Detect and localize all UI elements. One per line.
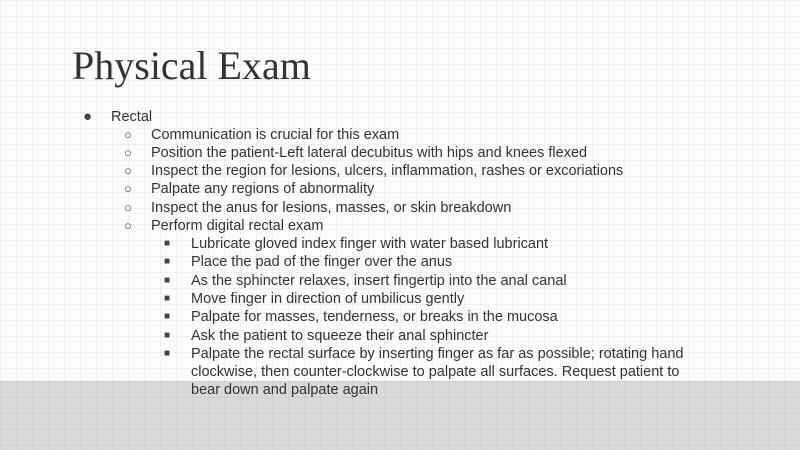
list-item: Perform digital rectal exam: [151, 218, 324, 234]
sub-list-item: Palpate for masses, tenderness, or breaks in the mucosa: [191, 309, 558, 325]
sub-list-item: As the sphincter relaxes, insert fingertip into the anal canal: [191, 273, 567, 289]
list-item: Communication is crucial for this exam: [151, 127, 400, 143]
sub-list-item: Place the pad of the finger over the anus: [191, 254, 453, 270]
bullet-square-icon: ■: [164, 348, 171, 359]
bullet-hollow-icon: ○: [124, 127, 132, 142]
bullet-square-icon: ■: [164, 330, 171, 341]
bullet-hollow-icon: ○: [124, 163, 132, 178]
bullet-square-icon: ■: [164, 238, 171, 249]
list-item: Position the patient-Left lateral decubitus with hips and knees flexed: [151, 145, 588, 161]
bullet-square-icon: ■: [164, 275, 171, 286]
bullet-hollow-icon: ○: [124, 200, 132, 215]
bullet-square-icon: ■: [164, 256, 171, 267]
bullet-hollow-icon: ○: [124, 181, 132, 196]
bullet-square-icon: ■: [164, 311, 171, 322]
bullet-square-icon: ■: [164, 293, 171, 304]
list-item: Inspect the anus for lesions, masses, or skin breakdown: [151, 200, 512, 216]
list-item: Inspect the region for lesions, ulcers, inflammation, rashes or excoriations: [151, 163, 624, 179]
sub-list-item: Move finger in direction of umbilicus gently: [191, 291, 465, 307]
sub-list-item: Lubricate gloved index finger with water based lubricant: [191, 236, 549, 252]
bullet-filled-icon: ●: [83, 108, 93, 125]
sub-list-item: Palpate the rectal surface by inserting finger as far as possible; rotating hand clockwise, then counter-clockwise to palpate all surfaces. Request patient to bear down and palpate again: [191, 346, 684, 398]
list-item: Palpate any regions of abnormality: [151, 181, 375, 197]
bullet-hollow-icon: ○: [124, 145, 132, 160]
bullet-hollow-icon: ○: [124, 218, 132, 233]
sub-list-item: Ask the patient to squeeze their anal sphincter: [191, 328, 489, 344]
slide-title: Physical Exam: [72, 43, 311, 88]
section-label: Rectal: [111, 109, 153, 125]
